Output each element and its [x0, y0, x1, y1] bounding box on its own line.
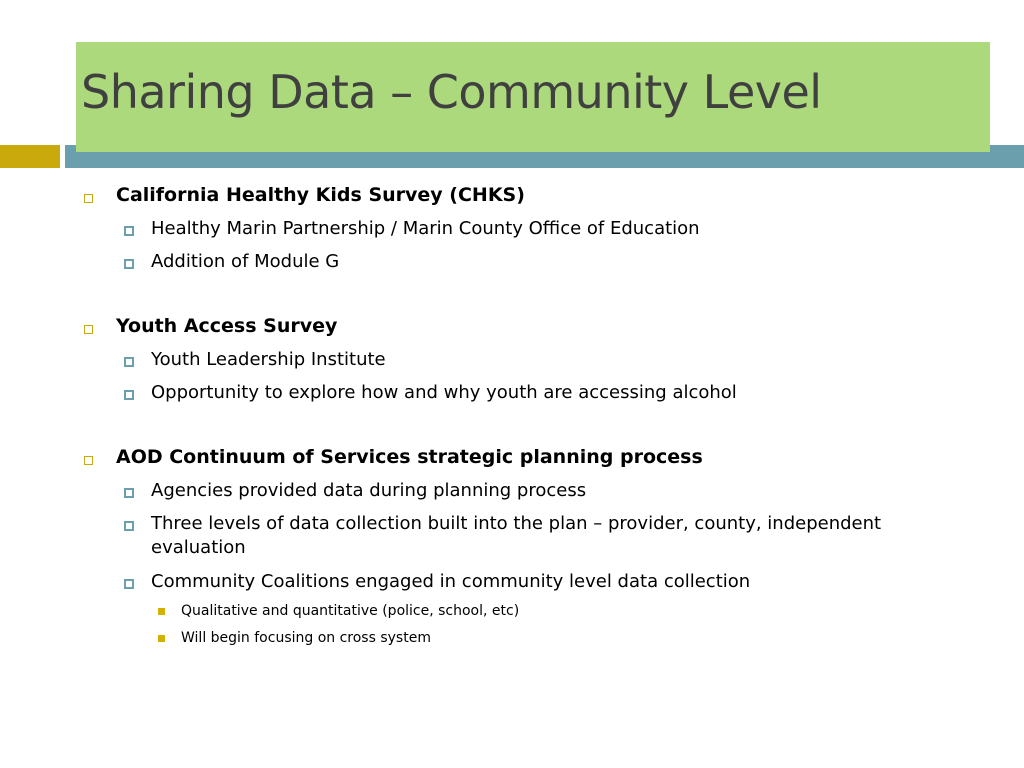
square-bullet-icon	[158, 608, 165, 615]
list-item: Three levels of data collection built into the plan – provider, county, independent evaluation	[151, 513, 882, 558]
list-item: Community Coalitions engaged in community level data collection	[151, 571, 751, 592]
list-item: Opportunity to explore how and why youth are accessing alcohol	[151, 382, 737, 403]
list-item: Youth Leadership Institute	[151, 349, 386, 370]
section-heading: AOD Continuum of Services strategic planning process	[116, 446, 703, 468]
slide-title: Sharing Data – Community Level	[81, 65, 822, 119]
square-bullet-icon	[84, 325, 93, 334]
square-bullet-icon	[124, 488, 134, 498]
square-bullet-icon	[124, 390, 134, 400]
list-subitem: Will begin focusing on cross system	[181, 630, 431, 646]
list-item: Healthy Marin Partnership / Marin County Office of Education	[151, 218, 700, 239]
list-item: Agencies provided data during planning process	[151, 480, 587, 501]
square-bullet-icon	[124, 521, 134, 531]
square-bullet-icon	[84, 456, 93, 465]
square-bullet-icon	[124, 226, 134, 236]
list-item: Addition of Module G	[151, 251, 340, 272]
square-bullet-icon	[124, 259, 134, 269]
list-subitem: Qualitative and quantitative (police, school, etc)	[181, 603, 520, 619]
square-bullet-icon	[84, 194, 93, 203]
square-bullet-icon	[124, 357, 134, 367]
square-bullet-icon	[158, 635, 165, 642]
section-heading: Youth Access Survey	[116, 315, 338, 337]
section-heading: California Healthy Kids Survey (CHKS)	[116, 184, 525, 206]
square-bullet-icon	[124, 579, 134, 589]
